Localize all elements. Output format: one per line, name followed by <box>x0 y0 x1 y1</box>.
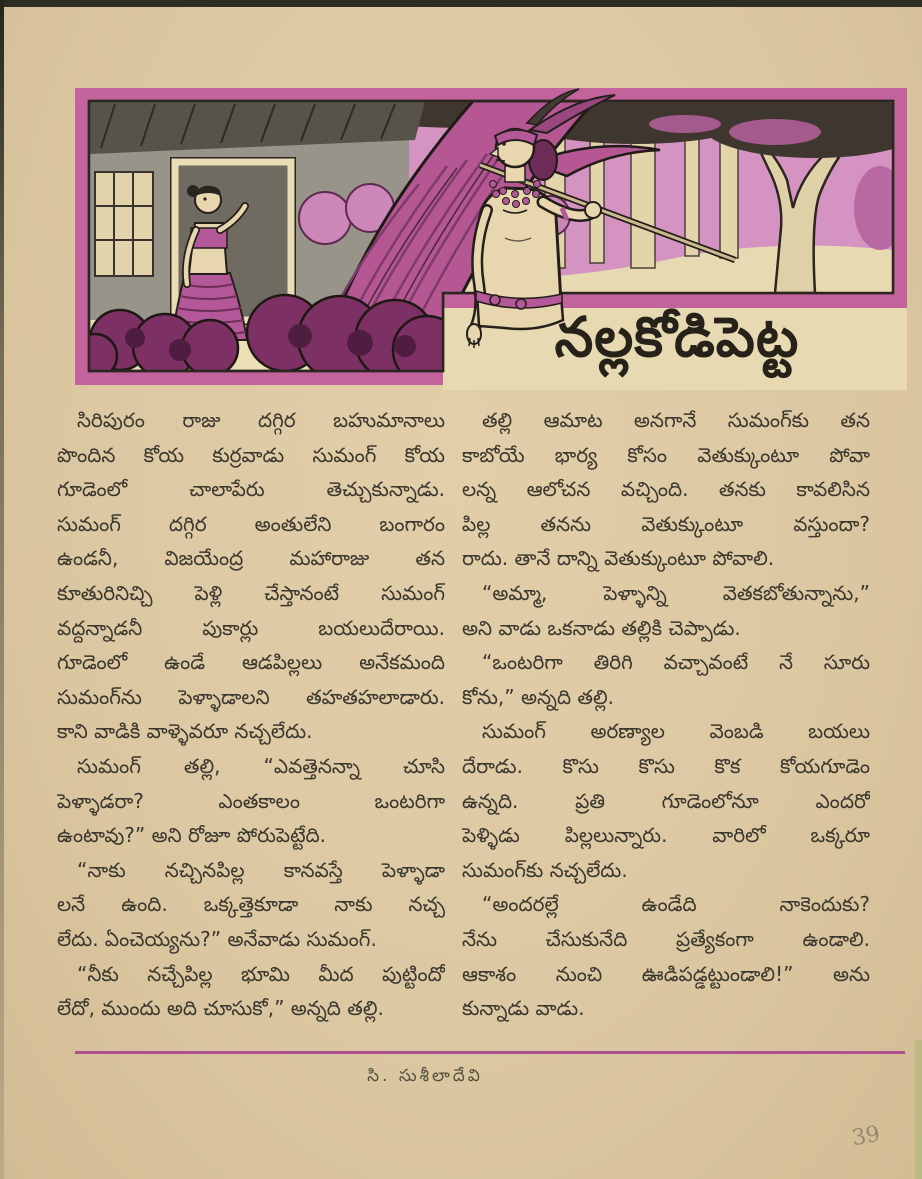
text-line: దేరాడు. కొసు కొసు కొక కోయగూడెం <box>462 753 870 778</box>
text-line: పెళ్ళిడు పిల్లలున్నారు. వారిలో ఒక్కరూ <box>462 823 870 848</box>
text-line: పిల్ల తనను వెతుక్కుంటూ వస్తుందా? <box>462 511 870 536</box>
scan-edge-top <box>0 0 922 7</box>
text-line: పొందిన కోయ కుర్రవాడు సుమంగ్ కోయ <box>57 442 445 467</box>
text-line: ఉండనీ, విజయేంద్ర మహారాజు తన <box>57 546 445 571</box>
right-text-column <box>462 403 870 1029</box>
text-line: కూతురినిచ్చి పెళ్లి చేస్తానంటే సుమంగ్ <box>57 580 445 605</box>
text-line: కాని వాడికి వాళ్ళెవరూ నచ్చలేదు. <box>57 719 313 744</box>
text-line: “అందరల్లే ఉండేది నాకెందుకు? <box>482 892 870 917</box>
text-line: సుమంగ్ అరణ్యాల వెంబడి బయలు <box>482 719 870 744</box>
text-line: కాబోయే భార్య కోసం వెతుక్కుంటూ పోవా <box>462 442 870 467</box>
text-line: సుమంగ్‌ను పెళ్ళాడాలని తహతహలాడారు. <box>57 684 445 709</box>
text-line: లన్న ఆలోచన వచ్చింది. తనకు కావలిసిన <box>462 477 870 502</box>
text-line: లేదో, ముందు అది చూసుకో,” అన్నది తల్లి. <box>57 996 384 1021</box>
text-line: లనే ఉంది. ఒక్కత్తెకూడా నాకు నచ్చ <box>57 892 445 917</box>
text-line: “నాకు నచ్చినపిల్ల కానవస్తే పెళ్ళాడా <box>77 857 445 882</box>
page-number: 39 <box>850 1121 882 1152</box>
text-line: గూడెంలో చాలాపేరు తెచ్చుకున్నాడు. <box>57 477 445 502</box>
scan-edge-left <box>0 0 4 1179</box>
text-line: సిరిపురం రాజు దగ్గిర బహుమానాలు <box>77 408 445 432</box>
author-byline: సి. సుశీలాదేవి <box>367 1066 483 1086</box>
text-line: లేదు. ఏంచెయ్యను?” అనేవాడు సుమంగ్. <box>57 926 377 951</box>
text-line: ఉంటావు?” అని రోజూ పోరుపెట్టేది. <box>57 823 327 848</box>
text-line: కోను,” అన్నది తల్లి. <box>462 684 615 709</box>
text-line: గూడెంలో ఉండే ఆడపిల్లలు అనేకమంది <box>57 650 445 675</box>
text-line: ఆకాశం నుంచి ఊడిపడ్డట్టుండాలి!” అను <box>462 961 870 986</box>
scan-edge-right <box>915 1040 922 1179</box>
story-title: నల్లకోడిపెట్ట <box>554 305 800 369</box>
window-lattice <box>95 172 153 276</box>
text-line: “నీకు నచ్చేపిల్ల భూమి మీద పుట్టిందో <box>77 961 445 986</box>
text-line: రాదు. తానే దాన్ని వెతుక్కుంటూ పోవాలి. <box>462 546 775 571</box>
left-text-column <box>57 403 445 1029</box>
text-line: పెళ్ళాడరా? ఎంతకాలం ఒంటరిగా <box>57 788 445 813</box>
text-line: తల్లి ఆమాట అనగానే సుమంగ్‌కు తన <box>482 408 870 432</box>
text-line: సుమంగ్ తల్లి, “ఎవత్తెనన్నా చూసి <box>77 753 445 778</box>
text-line: నేను చేసుకునేది ప్రత్యేకంగా ఉండాలి. <box>462 926 870 951</box>
footer-rule <box>75 1051 905 1054</box>
text-line: అని వాడు ఒకనాడు తల్లికి చెప్పాడు. <box>462 615 741 640</box>
text-line: ఉన్నది. ప్రతి గూడెంలోనూ ఎందరో <box>462 788 870 813</box>
text-line: సుమంగ్ దగ్గిర అంతులేని బంగారం <box>57 511 445 536</box>
text-line: కున్నాడు వాడు. <box>462 996 585 1021</box>
text-line: “ఒంటరిగా తిరిగి వచ్చావంటే నే సూరు <box>482 650 870 675</box>
text-line: “అమ్మా, పెళ్ళాన్ని వెతకబోతున్నాను,” <box>482 580 870 605</box>
text-line: సుమంగ్‌కు నచ్చలేదు. <box>462 857 628 882</box>
text-line: వద్దన్నాడనీ పుకార్లు బయలుదేరాయి. <box>57 615 445 640</box>
